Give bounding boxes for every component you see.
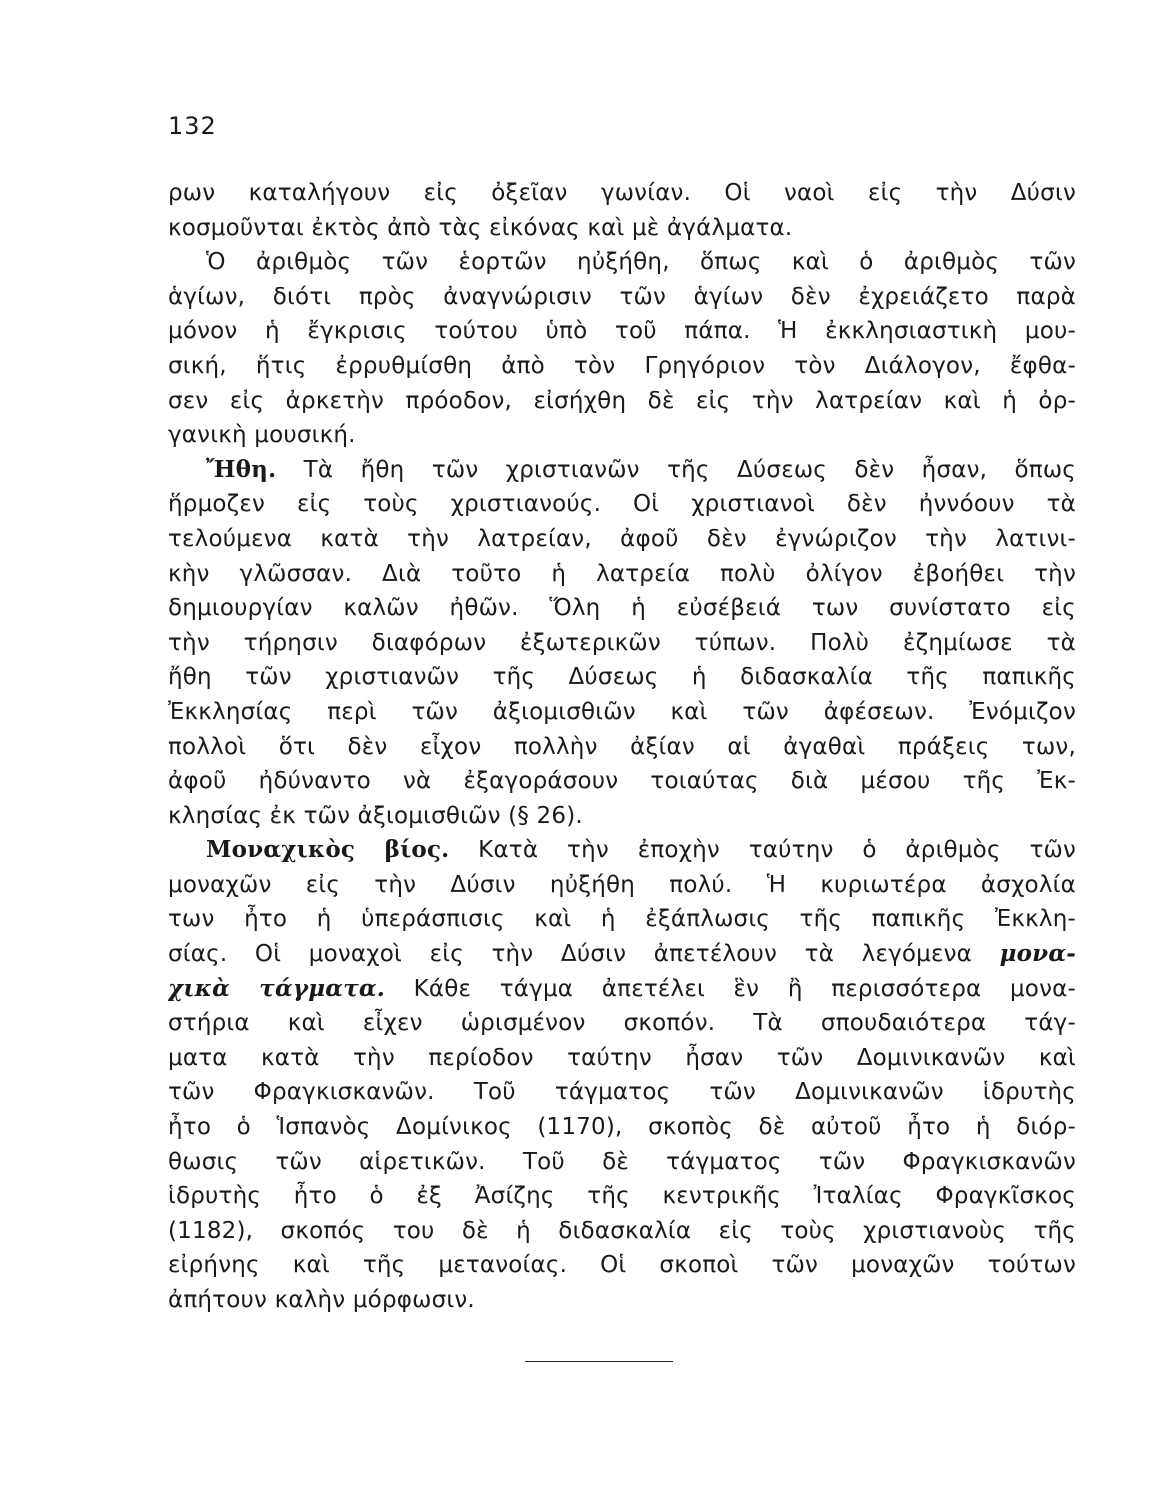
text-segment: κοσμοῦνται ἐκτὸς ἀπὸ τὰς εἰκόνας καὶ μὲ ἀγάλματα. [168, 214, 793, 241]
text-line [168, 211, 1076, 246]
text-line [168, 349, 1076, 384]
text-segment: εἰρήνης καὶ τῆς μετανοίας. Οἱ σκοποὶ τῶν μοναχῶν τούτων [168, 1252, 1076, 1279]
text-line [168, 764, 1076, 799]
text-line [168, 487, 1076, 522]
text-line [168, 1179, 1076, 1214]
text-line [168, 695, 1076, 730]
text-segment: σική, ἥτις ἐρρυθμίσθη ἀπὸ τὸν Γρηγόριον τὸν Διάλογον, ἔφθα- [168, 352, 1076, 379]
text-line [168, 660, 1076, 695]
text-line [168, 1145, 1076, 1180]
text-line [168, 1075, 1076, 1110]
text-segment: Ὁ ἀριθμὸς τῶν ἑορτῶν ηὐξήθη, ὅπως καὶ ὁ ἀριθμὸς τῶν [206, 249, 1076, 276]
emphasized-text: Μοναχικὸς βίος. [206, 836, 450, 864]
text-segment: ἀπήτουν καλὴν μόρφωσιν. [168, 1287, 475, 1313]
text-line [168, 591, 1076, 626]
body-text [168, 176, 1076, 1318]
text-line [168, 453, 1076, 488]
text-segment: μόνον ἡ ἔγκρισις τούτου ὑπὸ τοῦ πάπα. Ἡ ἐκκλησιαστικὴ μου- [168, 318, 1076, 345]
text-segment: Κάθε τάγμα ἀπετέλει ἓν ἢ περισσότερα μονα- [384, 975, 1076, 1002]
text-segment: κὴν γλῶσσαν. Διὰ τοῦτο ἡ λατρεία πολὺ ὀλίγον ἐβοήθει τὴν [168, 560, 1076, 587]
text-segment: τὴν τήρησιν διαφόρων ἐξωτερικῶν τύπων. Πολὺ ἐζημίωσε τὰ [168, 629, 1076, 656]
emphasized-text: Ἤθη. [206, 455, 277, 483]
text-line [168, 418, 1076, 453]
text-segment: ἀφοῦ ἠδύναντο νὰ ἐξαγοράσουν τοιαύτας διὰ μέσου τῆς Ἐκ- [168, 768, 1076, 795]
text-line [168, 176, 1076, 211]
page-number: 132 [168, 112, 217, 140]
text-segment: κλησίας ἐκ τῶν ἀξιομισθιῶν (§ 26). [168, 802, 583, 829]
end-separator-rule [525, 1361, 673, 1362]
text-line [168, 557, 1076, 592]
text-segment: γανικὴ μουσική. [168, 422, 356, 449]
text-line [168, 1248, 1076, 1283]
text-line [168, 1283, 1076, 1318]
text-line [168, 280, 1076, 315]
text-segment: τῶν Φραγκισκανῶν. Τοῦ τάγματος τῶν Δομινικανῶν ἱδρυτὴς [168, 1079, 1076, 1106]
emphasized-text: μονα- [999, 940, 1076, 968]
text-segment: ρων καταλήγουν εἰς ὀξεῖαν γωνίαν. Οἱ ναοὶ εἰς τὴν Δύσιν [168, 180, 1076, 206]
text-line [168, 626, 1076, 661]
text-line [168, 245, 1076, 280]
text-segment: μοναχῶν εἰς τὴν Δύσιν ηὐξήθη πολύ. Ἡ κυριωτέρα ἀσχολία [168, 871, 1076, 898]
emphasized-text: χικὰ τάγματα. [168, 974, 385, 1002]
text-segment: ἦτο ὁ Ἱσπανὸς Δομίνικος (1170), σκοπὸς δὲ αὐτοῦ ἦτο ἡ διόρ- [168, 1114, 1076, 1141]
text-line [168, 937, 1076, 972]
text-segment: Ἐκκλησίας περὶ τῶν ἀξιομισθιῶν καὶ τῶν ἀφέσεων. Ἐνόμιζον [168, 698, 1076, 725]
text-segment: πολλοὶ ὅτι δὲν εἶχον πολλὴν ἀξίαν αἱ ἀγαθαὶ πράξεις των, [168, 733, 1076, 760]
text-line [168, 868, 1076, 903]
text-line [168, 1214, 1076, 1249]
text-segment: ἁγίων, διότι πρὸς ἀναγνώρισιν τῶν ἁγίων δὲν ἐχρειάζετο παρὰ [168, 283, 1076, 310]
text-line [168, 799, 1076, 834]
text-segment: δημιουργίαν καλῶν ἠθῶν. Ὅλη ἡ εὐσέβειά των συνίστατο εἰς [168, 595, 1076, 622]
text-segment: ἥρμοζεν εἰς τοὺς χριστιανούς. Οἱ χριστιανοὶ δὲν ἠννόουν τὰ [168, 491, 1076, 518]
text-segment: των ἦτο ἡ ὑπεράσπισις καὶ ἡ ἐξάπλωσις τῆς παπικῆς Ἐκκλη- [168, 906, 1076, 933]
text-line [168, 902, 1076, 937]
text-segment: Τὰ ἤθη τῶν χριστιανῶν τῆς Δύσεως δὲν ἦσαν, ὅπως [276, 456, 1076, 483]
text-segment: Κατὰ τὴν ἐποχὴν ταύτην ὁ ἀριθμὸς τῶν [449, 837, 1076, 864]
text-segment: σεν εἰς ἀρκετὴν πρόοδον, εἰσήχθη δὲ εἰς τὴν λατρείαν καὶ ἡ ὀρ- [168, 387, 1076, 414]
text-line [168, 314, 1076, 349]
text-segment: σίας. Οἱ μοναχοὶ εἰς τὴν Δύσιν ἀπετέλουν τὰ λεγόμενα [168, 941, 1000, 968]
text-line [168, 972, 1076, 1007]
text-segment: ἤθη τῶν χριστιανῶν τῆς Δύσεως ἡ διδασκαλία τῆς παπικῆς [168, 664, 1076, 691]
text-segment: ἱδρυτὴς ἦτο ὁ ἐξ Ἀσίζης τῆς κεντρικῆς Ἰταλίας Φραγκῖσκος [168, 1183, 1076, 1210]
text-segment: θωσις τῶν αἱρετικῶν. Τοῦ δὲ τάγματος τῶν Φραγκισκανῶν [168, 1148, 1076, 1175]
text-segment: τελούμενα κατὰ τὴν λατρείαν, ἀφοῦ δὲν ἐγνώριζον τὴν λατινι- [168, 525, 1076, 552]
text-segment: (1182), σκοπός του δὲ ἡ διδασκαλία εἰς τοὺς χριστιανοὺς τῆς [168, 1217, 1076, 1244]
text-line [168, 833, 1076, 868]
text-line [168, 522, 1076, 557]
text-line [168, 730, 1076, 765]
text-segment: ματα κατὰ τὴν περίοδον ταύτην ἦσαν τῶν Δομινικανῶν καὶ [168, 1044, 1076, 1071]
text-segment: στήρια καὶ εἶχεν ὡρισμένον σκοπόν. Τὰ σπουδαιότερα τάγ- [168, 1010, 1076, 1037]
text-line [168, 1006, 1076, 1041]
text-line [168, 1041, 1076, 1076]
text-line [168, 1110, 1076, 1145]
text-line [168, 384, 1076, 419]
